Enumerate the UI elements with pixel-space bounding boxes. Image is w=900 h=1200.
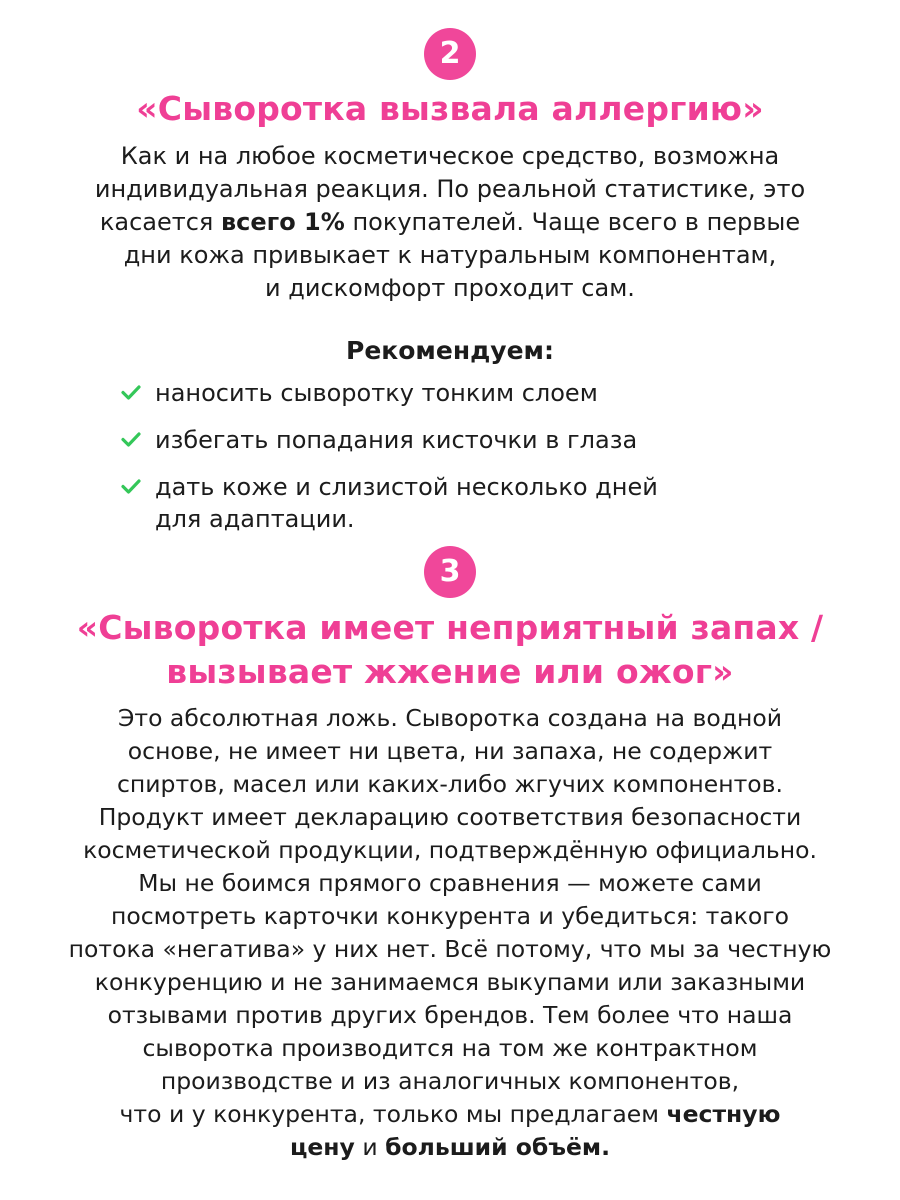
list-item bbox=[118, 424, 658, 456]
paragraph-line: и дискомфорт проходит сам. bbox=[265, 274, 635, 302]
paragraph-line: косметической продукции, подтверждённую официально. bbox=[83, 836, 817, 864]
list-item-text: дать коже и слизистой несколько дней bbox=[155, 473, 658, 501]
bold-highlight: цену bbox=[289, 1133, 355, 1161]
text-fragment: что и у конкурента, только мы предлагаем bbox=[119, 1100, 667, 1128]
paragraph-line: спиртов, масел или каких-либо жгучих компонентов. bbox=[116, 770, 784, 798]
list-item-text: избегать попадания кисточки в глаза bbox=[155, 426, 638, 454]
paragraph-line bbox=[0, 1131, 900, 1164]
text-fragment: покупателей. Чаще всего в первые bbox=[344, 208, 801, 236]
heading-line: вызывает жжение или ожог» bbox=[166, 652, 734, 691]
section-2-paragraph bbox=[0, 140, 900, 305]
checkmark-icon bbox=[118, 426, 144, 452]
list-item-text: для адаптации. bbox=[155, 505, 355, 533]
list-item-text: наносить сыворотку тонким слоем bbox=[155, 379, 598, 407]
paragraph-line: Как и на любое косметическое средство, возможна bbox=[120, 142, 780, 170]
paragraph-line bbox=[0, 1098, 900, 1131]
section-2-paragraph-wrap bbox=[0, 140, 900, 305]
section-3-paragraph-wrap bbox=[0, 702, 900, 1164]
step-number-badge: 2 bbox=[424, 28, 476, 80]
paragraph-line: отзывами против других брендов. Тем более что наша bbox=[107, 1001, 793, 1029]
recommendation-list bbox=[118, 377, 658, 535]
section-2-heading: «Сыворотка вызвала аллергию» bbox=[136, 89, 764, 128]
section-2 bbox=[0, 28, 900, 80]
bold-highlight: всего 1% bbox=[220, 208, 345, 236]
checkmark-icon bbox=[118, 379, 144, 405]
section-3-paragraph bbox=[0, 702, 900, 1164]
paragraph-line: Это абсолютная ложь. Сыворотка создана на водной bbox=[117, 704, 782, 732]
paragraph-line bbox=[0, 206, 900, 239]
paragraph-line: потока «негатива» у них нет. Всё потому, что мы за честную bbox=[68, 935, 832, 963]
section-3-heading bbox=[0, 606, 900, 694]
recommend-title-wrap bbox=[0, 334, 900, 368]
paragraph-line: Мы не боимся прямого сравнения — можете сами bbox=[138, 869, 762, 897]
list-item bbox=[118, 471, 658, 535]
section-3-heading-wrap bbox=[0, 606, 900, 694]
paragraph-line: основе, не имеет ни цвета, ни запаха, не содержит bbox=[127, 737, 773, 765]
paragraph-line: Продукт имеет декларацию соответствия безопасности bbox=[98, 803, 802, 831]
paragraph-line: дни кожа привыкает к натуральным компонентам, bbox=[123, 241, 777, 269]
bold-highlight: больший объём. bbox=[385, 1133, 611, 1161]
heading-line: «Сыворотка имеет неприятный запах / bbox=[76, 608, 824, 647]
paragraph-line: производстве и из аналогичных компонентов, bbox=[160, 1067, 740, 1095]
section-2-heading-wrap bbox=[0, 88, 900, 130]
list-item bbox=[118, 377, 658, 409]
paragraph-line: посмотреть карточки конкурента и убедиться: такого bbox=[110, 902, 790, 930]
paragraph-line: сыворотка производится на том же контрактном bbox=[142, 1034, 758, 1062]
paragraph-line: индивидуальная реакция. По реальной статистике, это bbox=[94, 175, 806, 203]
checkmark-icon bbox=[118, 473, 144, 499]
step-number-badge: 3 bbox=[424, 546, 476, 598]
text-fragment: касается bbox=[99, 208, 221, 236]
paragraph-line: конкуренцию и не занимаемся выкупами или заказными bbox=[94, 968, 806, 996]
bold-highlight: честную bbox=[666, 1100, 781, 1128]
recommend-title: Рекомендуем: bbox=[346, 336, 554, 365]
section-3 bbox=[0, 546, 900, 598]
text-fragment: и bbox=[354, 1133, 386, 1161]
